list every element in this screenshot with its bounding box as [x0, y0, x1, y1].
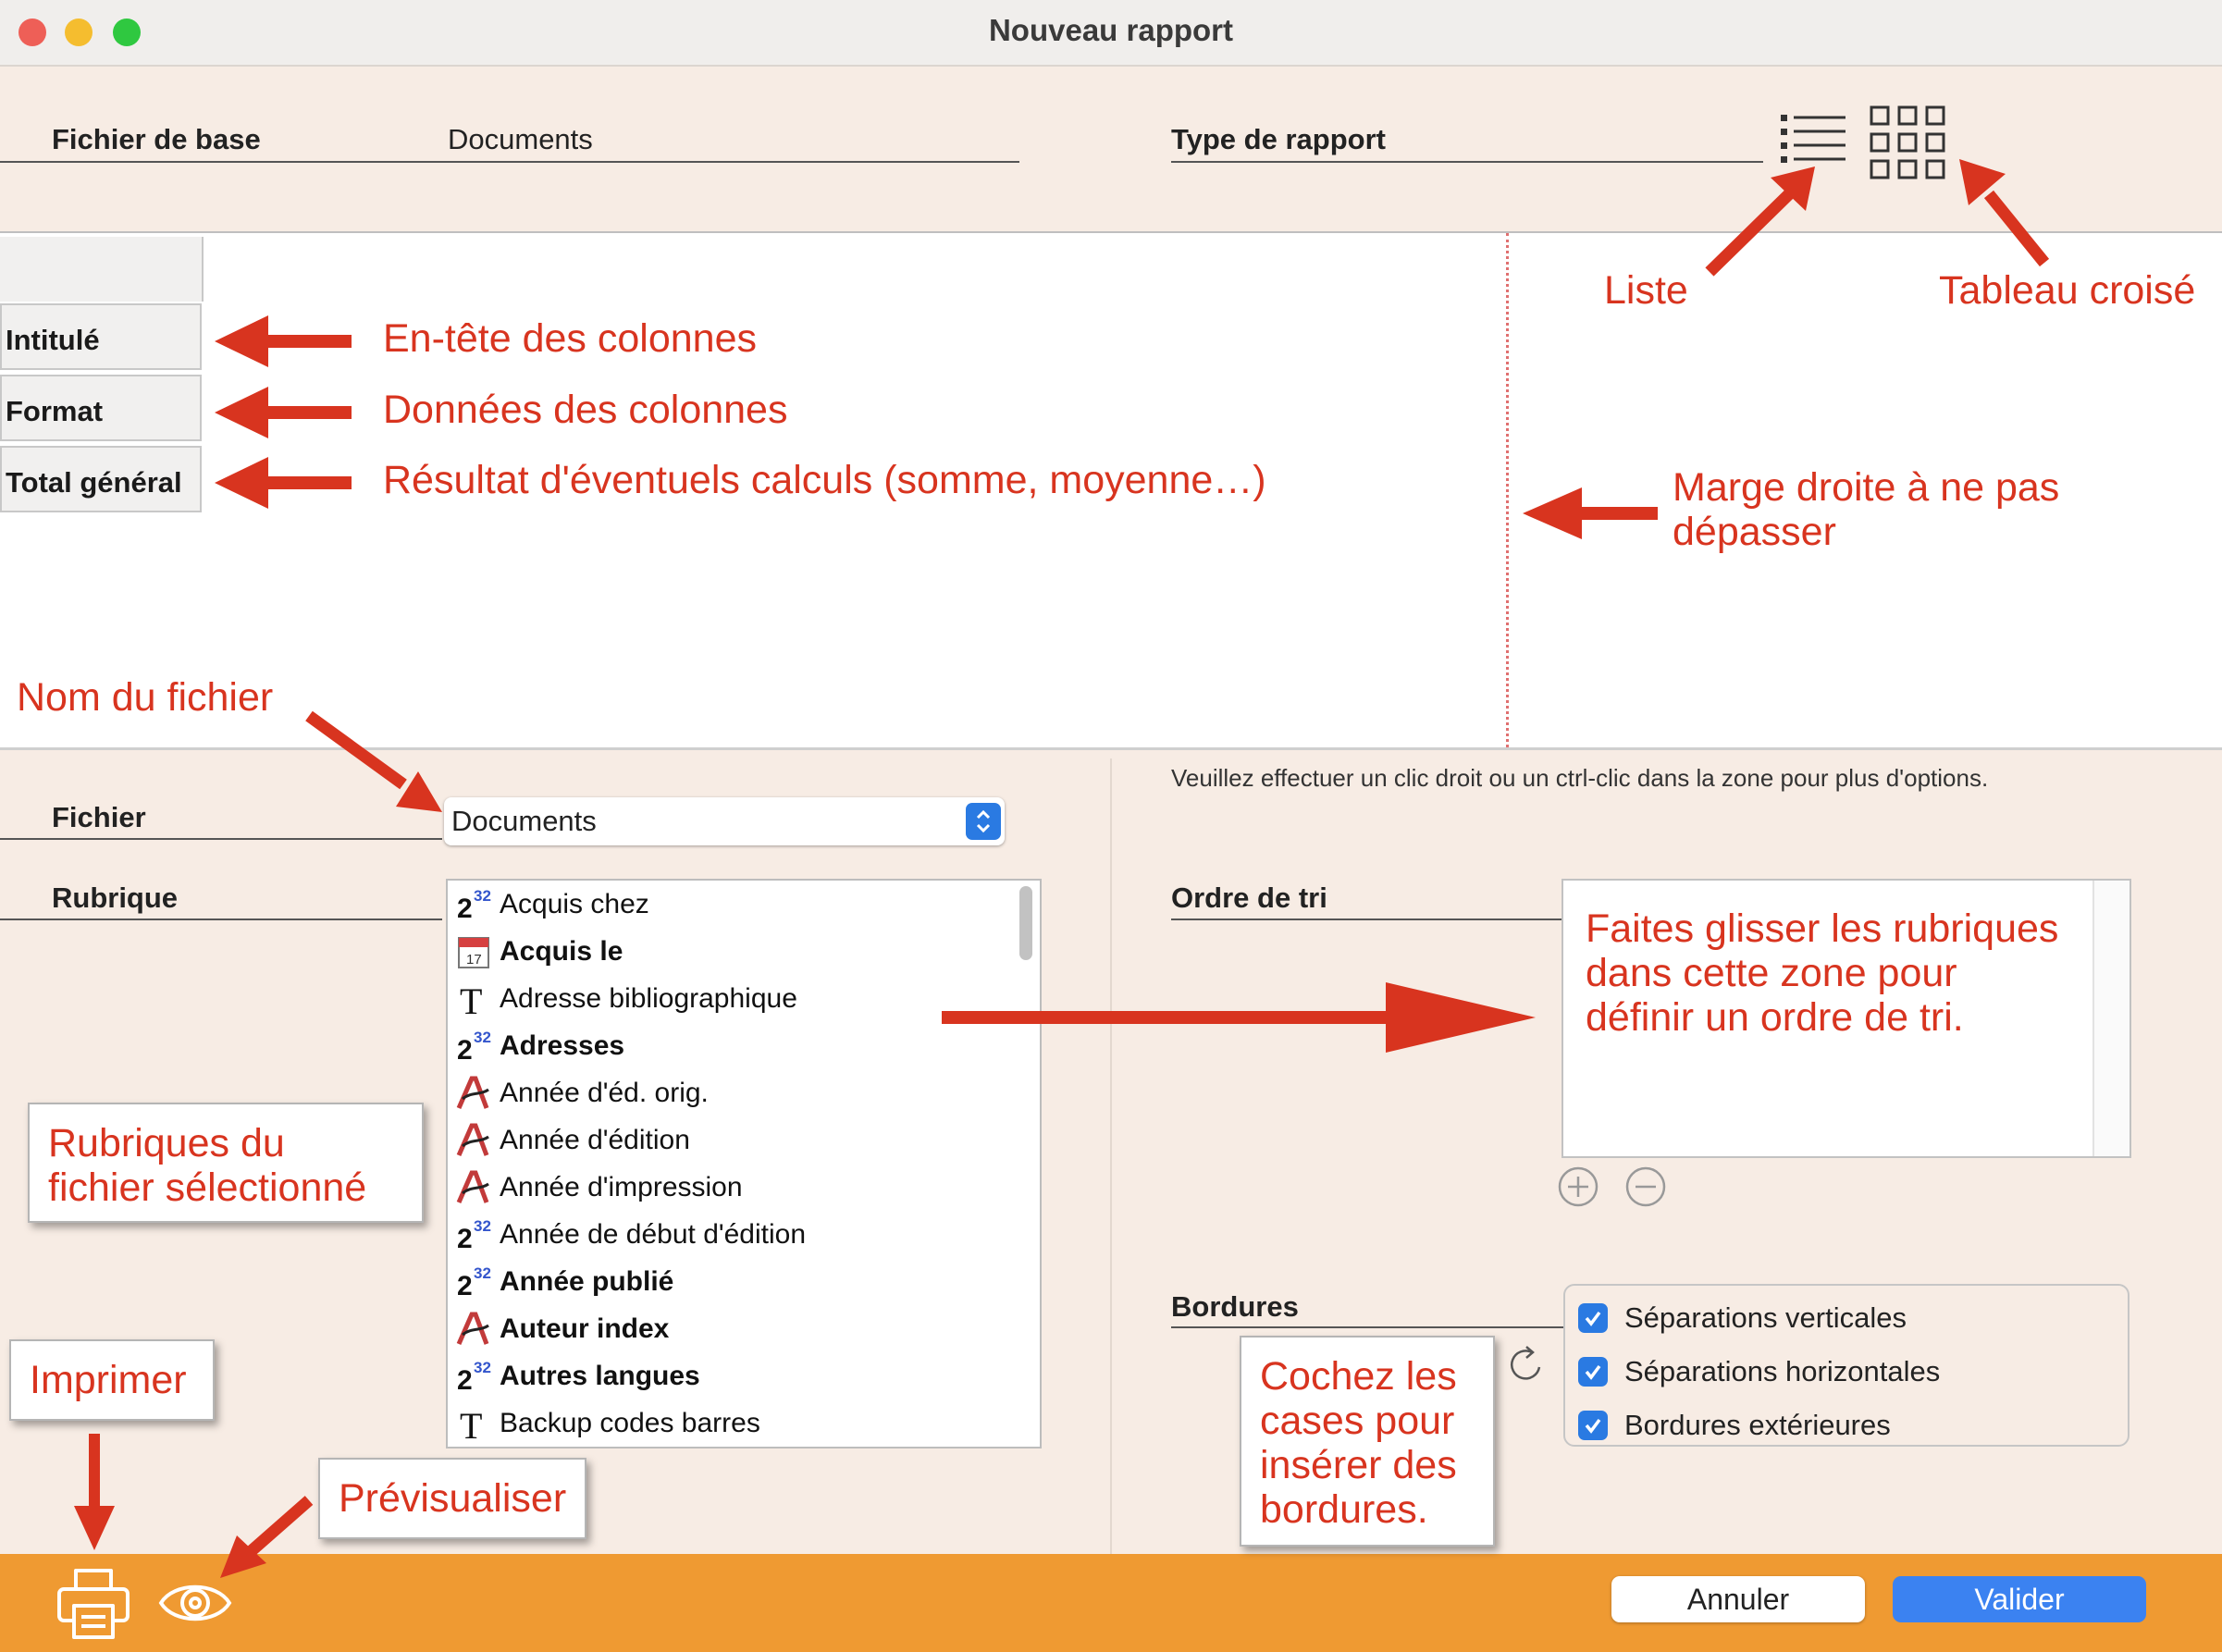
- base-file-underline: [0, 161, 1019, 163]
- arrow-marge: [1523, 487, 1658, 539]
- annotation-cochez-3: insérer des: [1260, 1443, 1457, 1487]
- field-list-item[interactable]: [451, 1164, 1006, 1211]
- number-field-icon: [455, 1358, 492, 1395]
- rich-field-icon: [455, 1122, 492, 1159]
- border-option-label: Séparations verticales: [1624, 1301, 1907, 1334]
- annotation-previsualiser: Prévisualiser: [339, 1476, 567, 1521]
- right-margin-line[interactable]: [1506, 233, 1509, 747]
- number-field-icon: [455, 1264, 492, 1301]
- annotation-glisser-1: Faites glisser les rubriques: [1586, 906, 2059, 951]
- window-title: Nouveau rapport: [988, 13, 1234, 47]
- svg-text:2: 2: [457, 1270, 473, 1301]
- crosstab-report-icon[interactable]: [1869, 105, 1946, 180]
- annotation-rubriques-1: Rubriques du: [48, 1121, 285, 1165]
- svg-text:T: T: [460, 980, 483, 1017]
- field-list-item-label: Acquis le: [500, 935, 623, 967]
- rich-field-icon: [455, 1311, 492, 1348]
- border-option[interactable]: [1578, 1345, 2128, 1399]
- rich-field-icon: [455, 1075, 492, 1112]
- text-field-icon: [455, 980, 492, 1017]
- annotation-rubriques-2: fichier sélectionné: [48, 1165, 367, 1210]
- arrow-en-tete: [215, 315, 352, 367]
- border-option[interactable]: [1578, 1291, 2128, 1345]
- checkbox[interactable]: [1578, 1303, 1608, 1333]
- annotation-donnees: Données des colonnes: [383, 388, 788, 432]
- field-list-item[interactable]: [451, 1116, 1006, 1164]
- field-list-item[interactable]: [451, 1352, 1006, 1399]
- row-header-intitule[interactable]: Intitulé: [0, 303, 202, 370]
- number-field-icon: [455, 1028, 492, 1065]
- border-option[interactable]: [1578, 1399, 2128, 1452]
- annotation-nom-fichier: Nom du fichier: [17, 675, 274, 720]
- borders-label: Bordures: [1171, 1290, 1299, 1323]
- field-list-item-label: Adresses: [500, 1029, 625, 1061]
- svg-text:32: 32: [474, 1028, 491, 1046]
- field-list-item-label: Année publié: [500, 1265, 674, 1297]
- hint-text: Veuillez effectuer un clic droit ou un ctrl-clic dans la zone pour plus d'options.: [1171, 764, 1989, 792]
- svg-text:17: 17: [466, 951, 482, 968]
- svg-text:2: 2: [457, 1034, 473, 1065]
- report-type-underline: [1171, 161, 1763, 163]
- annotation-cochez-1: Cochez les: [1260, 1354, 1457, 1399]
- callout-rubriques: [28, 1103, 424, 1223]
- date-field-icon: [455, 933, 492, 970]
- vertical-divider: [1110, 758, 1112, 1554]
- file-underline: [0, 838, 442, 840]
- list-report-icon[interactable]: [1779, 109, 1847, 170]
- field-list-scrollbar[interactable]: [1019, 886, 1032, 960]
- cancel-button[interactable]: Annuler: [1611, 1576, 1865, 1622]
- annotation-en-tete: En-tête des colonnes: [383, 316, 757, 361]
- field-list-item[interactable]: [451, 928, 1006, 975]
- svg-text:2: 2: [457, 1223, 473, 1253]
- rubrique-label: Rubrique: [52, 881, 179, 914]
- svg-text:32: 32: [474, 886, 491, 905]
- annotation-cochez-2: cases pour: [1260, 1399, 1455, 1443]
- base-file-label: Fichier de base: [52, 123, 261, 155]
- row-header-total[interactable]: Total général: [0, 446, 202, 512]
- arrow-donnees: [215, 387, 352, 438]
- field-list-item[interactable]: [451, 1399, 1006, 1447]
- rich-field-icon: [455, 1169, 492, 1206]
- divider: [0, 231, 2222, 233]
- svg-text:2: 2: [457, 893, 473, 923]
- field-list-item[interactable]: [451, 1022, 1006, 1069]
- callout-previsualiser: [318, 1458, 586, 1539]
- annotation-tableau: Tableau croisé: [1939, 268, 2196, 313]
- field-list-item-label: Backup codes barres: [500, 1407, 760, 1438]
- file-select-value: Documents: [451, 805, 597, 837]
- field-list-item[interactable]: [451, 1211, 1006, 1258]
- annotation-glisser-2: dans cette zone pour: [1586, 951, 1957, 995]
- chevron-updown-icon[interactable]: [966, 803, 1001, 840]
- print-icon[interactable]: [54, 1563, 133, 1643]
- header-corner-cell: [0, 237, 204, 302]
- file-select[interactable]: [444, 797, 1005, 845]
- field-list-item-label: Acquis chez: [500, 888, 649, 919]
- field-list[interactable]: [446, 879, 1042, 1449]
- sort-order-label: Ordre de tri: [1171, 881, 1327, 914]
- annotation-marge-2: dépasser: [1673, 510, 1836, 554]
- field-list-item-label: Auteur index: [500, 1313, 670, 1344]
- annotation-liste: Liste: [1604, 268, 1688, 313]
- number-field-icon: [455, 886, 492, 923]
- annotation-resultat: Résultat d'éventuels calculs (somme, moyenne…): [383, 458, 1266, 502]
- checkbox[interactable]: [1578, 1357, 1608, 1387]
- field-list-item-label: Année d'impression: [500, 1171, 743, 1202]
- border-option-label: Bordures extérieures: [1624, 1409, 1891, 1441]
- field-list-item[interactable]: [451, 1305, 1006, 1352]
- borders-underline: [1171, 1326, 1563, 1328]
- field-list-item[interactable]: [451, 1069, 1006, 1116]
- footer-bar: [0, 1554, 2222, 1652]
- base-file-value: Documents: [448, 123, 593, 155]
- callout-cochez: [1240, 1336, 1495, 1547]
- add-sort-button[interactable]: [1557, 1165, 1599, 1208]
- border-option-label: Séparations horizontales: [1624, 1355, 1941, 1387]
- checkbox[interactable]: [1578, 1411, 1608, 1440]
- title-bar: [0, 0, 2222, 67]
- annotation-glisser-3: définir un ordre de tri.: [1586, 995, 1964, 1040]
- number-field-icon: [455, 1216, 492, 1253]
- field-list-item-label: Adresse bibliographique: [500, 982, 797, 1014]
- sort-order-underline: [1171, 918, 1562, 920]
- rubrique-underline: [0, 918, 442, 920]
- validate-button[interactable]: Valider: [1893, 1576, 2146, 1622]
- text-field-icon: [455, 1405, 492, 1442]
- annotation-imprimer: Imprimer: [30, 1358, 187, 1402]
- field-list-item[interactable]: [451, 975, 1006, 1022]
- borders-group: [1563, 1284, 2129, 1447]
- sort-zone-scroll-track: [2092, 881, 2129, 1156]
- sort-drop-zone[interactable]: [1562, 879, 2131, 1158]
- field-list-item-label: Autres langues: [500, 1360, 700, 1391]
- field-list-item[interactable]: [451, 1258, 1006, 1305]
- remove-sort-button[interactable]: [1624, 1165, 1667, 1208]
- annotation-marge-1: Marge droite à ne pas: [1673, 465, 2060, 510]
- file-label: Fichier: [52, 801, 146, 833]
- field-list-item-label: Année d'éd. orig.: [500, 1077, 709, 1108]
- svg-text:2: 2: [457, 1364, 473, 1395]
- annotation-cochez-4: bordures.: [1260, 1487, 1428, 1532]
- field-list-item-label: Année d'édition: [500, 1124, 690, 1155]
- svg-text:32: 32: [474, 1358, 491, 1376]
- field-list-item-label: Année de début d'édition: [500, 1218, 807, 1250]
- borders-list: [1578, 1291, 2128, 1452]
- field-list-items: [451, 881, 1006, 1447]
- row-header-format[interactable]: Format: [0, 375, 202, 441]
- svg-text:32: 32: [474, 1264, 491, 1282]
- svg-text:T: T: [460, 1404, 483, 1442]
- callout-imprimer: [9, 1339, 215, 1421]
- field-list-item[interactable]: [451, 881, 1006, 928]
- refresh-icon[interactable]: [1504, 1341, 1549, 1387]
- arrow-resultat: [215, 457, 352, 509]
- preview-eye-icon[interactable]: [157, 1572, 233, 1634]
- svg-text:32: 32: [474, 1216, 491, 1235]
- report-type-label: Type de rapport: [1171, 123, 1386, 155]
